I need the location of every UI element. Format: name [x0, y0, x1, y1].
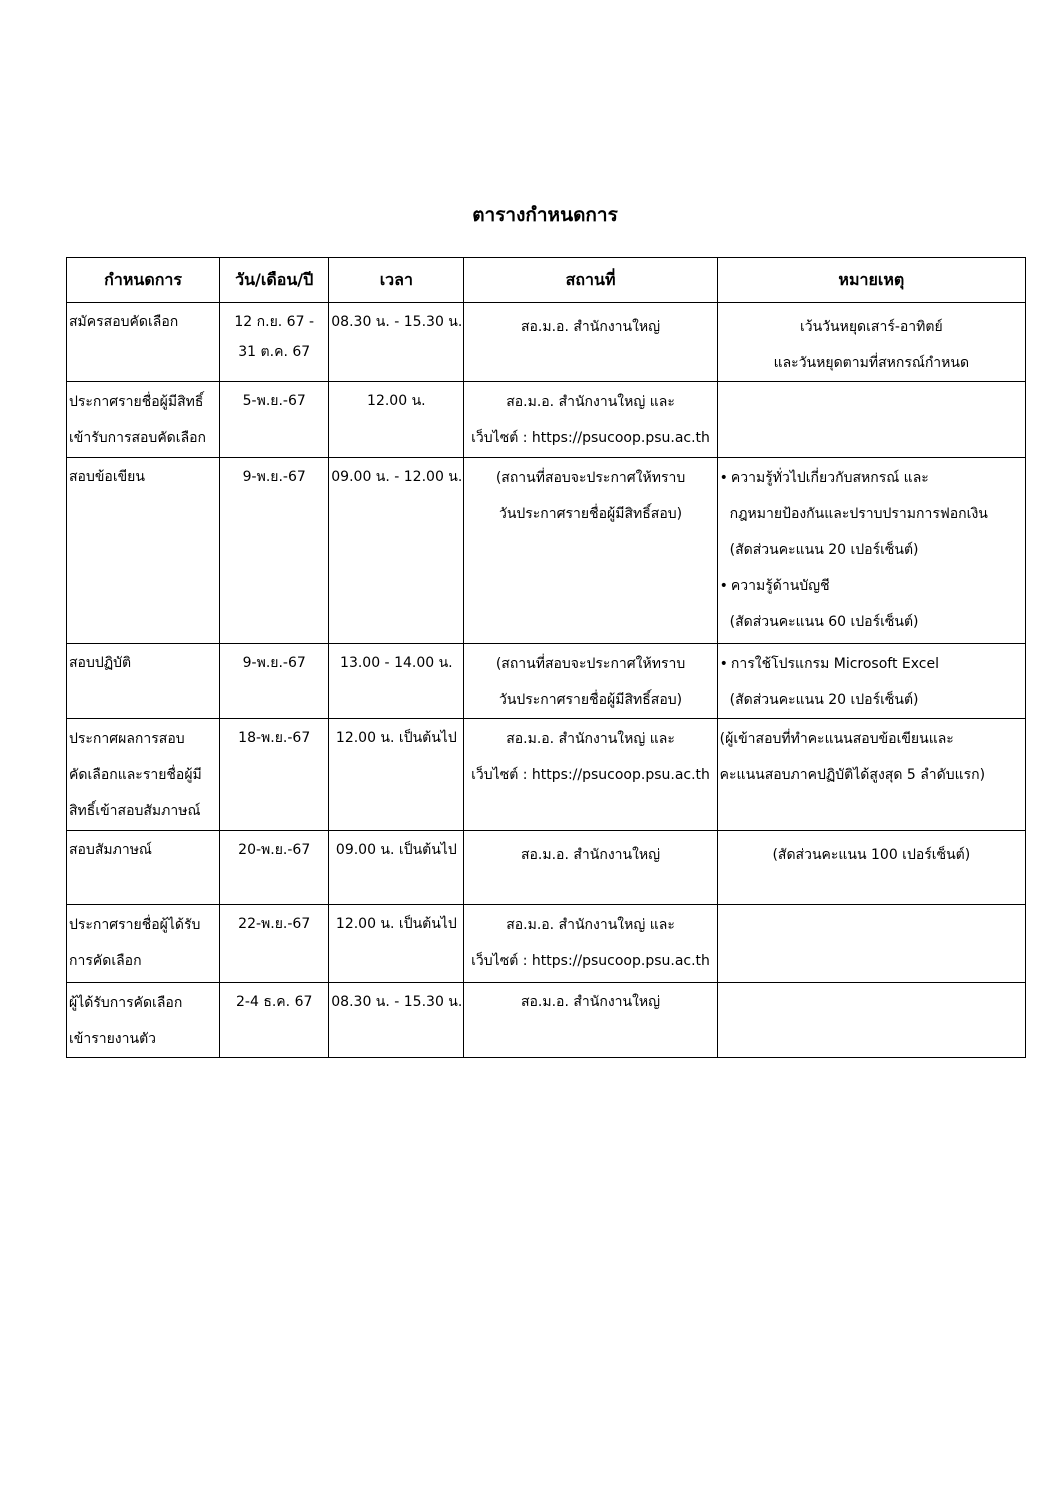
date-text: 2-4 ธ.ค. 67 [236, 994, 313, 1010]
table-header-row [67, 258, 1026, 303]
place-link-text: เว็บไซต์ : https://psucoop.psu.ac.th [471, 767, 710, 783]
time-text: 08.30 น. - 15.30 น. [331, 994, 463, 1010]
event-text: สอบข้อเขียน [69, 469, 145, 485]
note-text: และวันหยุดตามที่สหกรณ์กำหนด [773, 355, 970, 371]
date-text: 18-พ.ย.-67 [238, 730, 311, 746]
place-text: สอ.ม.อ. สำนักงานใหญ่ [520, 319, 661, 335]
time-text: 12.00 น. เป็นต้นไป [335, 916, 457, 932]
note-text: (สัดส่วนคะแนน 20 เปอร์เซ็นต์) [729, 692, 919, 708]
place-link-text: เว็บไซต์ : https://psucoop.psu.ac.th [471, 953, 710, 969]
place-text: วันประกาศรายชื่อผู้มีสิทธิ์สอบ) [498, 506, 683, 522]
event-text: เข้ารายงานตัว [69, 1031, 157, 1047]
table-row [67, 719, 1026, 831]
date-text: 31 ต.ค. 67 [238, 344, 311, 360]
note-text: กฎหมายป้องกันและปราบปรามการฟอกเงิน [729, 506, 988, 522]
note-text: (สัดส่วนคะแนน 20 เปอร์เซ็นต์) [729, 542, 919, 558]
place-text: สอ.ม.อ. สำนักงานใหญ่ [520, 994, 661, 1010]
header-event: กำหนดการ [67, 258, 220, 303]
event-text: สอบสัมภาษณ์ [69, 842, 152, 858]
header-place: สถานที่ [464, 258, 717, 303]
note-text: (ผู้เข้าสอบที่ทำคะแนนสอบข้อเขียนและ [719, 731, 954, 747]
note-text: (สัดส่วนคะแนน 100 เปอร์เซ็นต์) [772, 847, 971, 863]
table-row [67, 303, 1026, 382]
date-text: 5-พ.ย.-67 [242, 393, 306, 409]
event-text: ผู้ได้รับการคัดเลือก [69, 995, 183, 1011]
note-text: (สัดส่วนคะแนน 60 เปอร์เซ็นต์) [729, 614, 919, 630]
schedule-table [66, 257, 1026, 1058]
header-note: หมายเหตุ [717, 258, 1025, 303]
note-text: เว้นวันหยุดเสาร์-อาทิตย์ [799, 319, 943, 335]
place-text: สอ.ม.อ. สำนักงานใหญ่ [520, 847, 661, 863]
time-text: 09.00 น. - 12.00 น. [331, 469, 463, 485]
note-bullet-item: • การใช้โปรแกรม Microsoft Excel [720, 646, 1023, 682]
event-text: การคัดเลือก [69, 953, 142, 969]
event-text: สมัครสอบคัดเลือก [69, 314, 179, 330]
place-text: (สถานที่สอบจะประกาศให้ทราบ [495, 470, 686, 486]
place-text: (สถานที่สอบจะประกาศให้ทราบ [495, 656, 686, 672]
table-row [67, 644, 1026, 719]
place-text: สอ.ม.อ. สำนักงานใหญ่ และ [506, 394, 675, 410]
table-row [67, 458, 1026, 644]
time-text: 08.30 น. - 15.30 น. [331, 314, 463, 330]
time-text: 12.00 น. เป็นต้นไป [335, 730, 457, 746]
date-text: 9-พ.ย.-67 [242, 469, 306, 485]
date-text: 9-พ.ย.-67 [242, 655, 306, 671]
place-text: สอ.ม.อ. สำนักงานใหญ่ และ [506, 731, 675, 747]
event-text: ประกาศผลการสอบ [69, 731, 185, 747]
time-text: 13.00 - 14.00 น. [340, 655, 453, 671]
place-link-text: เว็บไซต์ : https://psucoop.psu.ac.th [471, 430, 710, 446]
date-text: 12 ก.ย. 67 - [234, 314, 315, 330]
table-row [67, 831, 1026, 905]
table-row [67, 382, 1026, 458]
header-date: วัน/เดือน/ปี [220, 258, 329, 303]
document-title: ตารางกำหนดการ [472, 204, 618, 226]
note-text: คะแนนสอบภาคปฏิบัติได้สูงสุด 5 ลำดับแรก) [719, 767, 986, 783]
header-time: เวลา [329, 258, 464, 303]
date-text: 20-พ.ย.-67 [238, 842, 311, 858]
table-row [67, 905, 1026, 983]
event-text: สิทธิ์เข้าสอบสัมภาษณ์ [69, 803, 201, 819]
event-text: ประกาศรายชื่อผู้มีสิทธิ์ [69, 394, 204, 410]
time-text: 12.00 น. [367, 393, 426, 409]
event-text: สอบปฏิบัติ [69, 655, 132, 671]
table-row [67, 983, 1026, 1058]
event-text: เข้ารับการสอบคัดเลือก [69, 430, 207, 446]
place-text: วันประกาศรายชื่อผู้มีสิทธิ์สอบ) [498, 692, 683, 708]
time-text: 09.00 น. เป็นต้นไป [335, 842, 457, 858]
place-text: สอ.ม.อ. สำนักงานใหญ่ และ [506, 917, 675, 933]
note-bullet-item: • ความรู้ทั่วไปเกี่ยวกับสหกรณ์ และ [720, 460, 1023, 496]
event-text: คัดเลือกและรายชื่อผู้มี [69, 767, 202, 783]
note-bullet-item: • ความรู้ด้านบัญชี [720, 568, 1023, 604]
date-text: 22-พ.ย.-67 [238, 916, 311, 932]
event-text: ประกาศรายชื่อผู้ได้รับ [69, 917, 201, 933]
